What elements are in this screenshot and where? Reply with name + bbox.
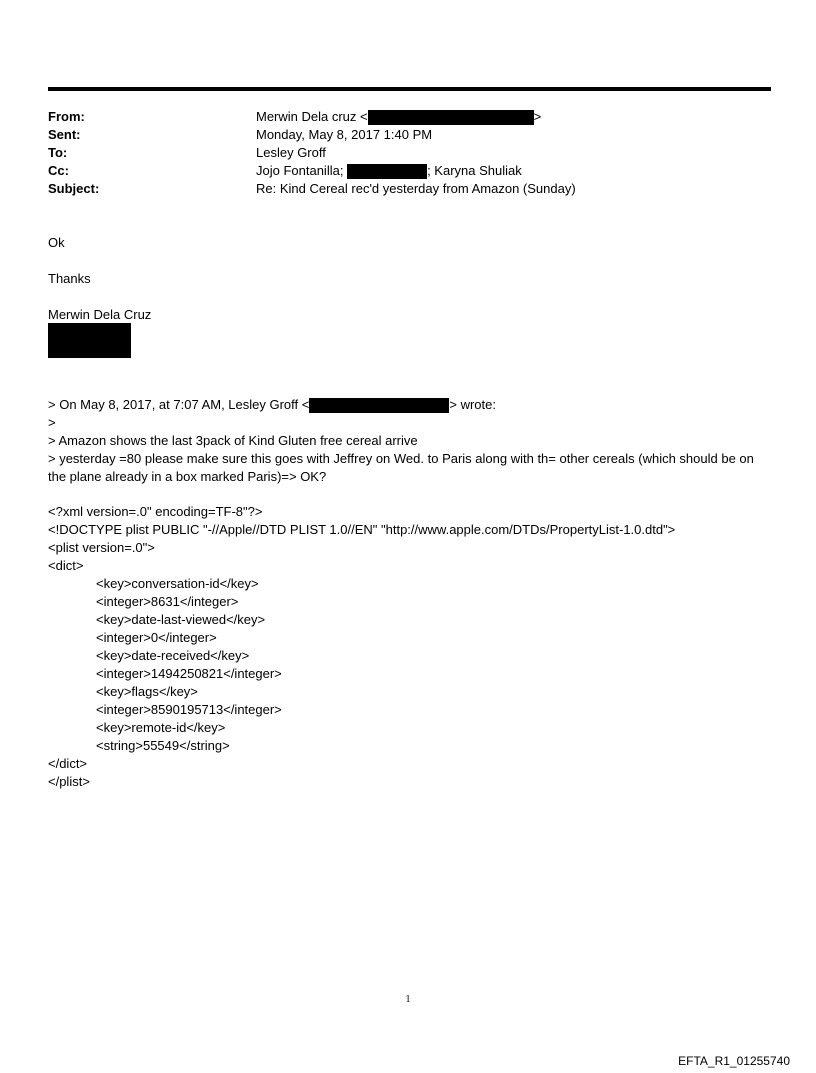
page-number: 1 bbox=[405, 994, 411, 1005]
plist-entry: <key>remote-id</key> bbox=[96, 720, 226, 735]
to-value: Lesley Groff bbox=[256, 145, 326, 160]
cc-last: ; Karyna Shuliak bbox=[427, 163, 522, 178]
header-rule bbox=[48, 87, 771, 91]
from-value bbox=[256, 108, 541, 126]
body-ok: Ok bbox=[48, 235, 65, 250]
body-thanks: Thanks bbox=[48, 271, 91, 286]
from-name: Merwin Dela cruz < bbox=[256, 109, 368, 124]
quote-intro-start: > On May 8, 2017, at 7:07 AM, Lesley Groff < bbox=[48, 397, 310, 412]
cc-value bbox=[256, 162, 522, 180]
plist-xml-decl: <?xml version=.0" encoding=TF-8"?> bbox=[48, 504, 263, 519]
plist-entry: <key>date-last-viewed</key> bbox=[96, 612, 266, 627]
quote-intro-end: > wrote: bbox=[449, 397, 496, 412]
from-label: From: bbox=[48, 109, 85, 124]
signature-redaction bbox=[48, 323, 131, 358]
signature-name: Merwin Dela Cruz bbox=[48, 307, 152, 322]
plist-doctype: <!DOCTYPE plist PUBLIC "-//Apple//DTD PLIST 1.0//EN" "http://www.apple.com/DTDs/PropertyList-1.0.dtd"> bbox=[48, 522, 676, 537]
dict-open: <dict> bbox=[48, 558, 84, 573]
sent-value: Monday, May 8, 2017 1:40 PM bbox=[256, 127, 433, 142]
plist-entry: <integer>8631</integer> bbox=[96, 594, 239, 609]
plist-entry: <key>conversation-id</key> bbox=[96, 576, 259, 591]
cc-label: Cc: bbox=[48, 163, 69, 178]
sent-label: Sent: bbox=[48, 127, 81, 142]
plist-entry: <integer>0</integer> bbox=[96, 630, 217, 645]
subject-value: Re: Kind Cereal rec'd yesterday from Amazon (Sunday) bbox=[256, 181, 576, 196]
quote-blank: > bbox=[48, 415, 56, 430]
plist-entry: <key>date-received</key> bbox=[96, 648, 250, 663]
redaction-box bbox=[309, 398, 449, 413]
plist-entry: <key>flags</key> bbox=[96, 684, 198, 699]
subject-label: Subject: bbox=[48, 181, 100, 196]
plist-open: <plist version=.0"> bbox=[48, 540, 155, 555]
plist-entry: <integer>1494250821</integer> bbox=[96, 666, 282, 681]
to-label: To: bbox=[48, 145, 68, 160]
plist-close: </plist> bbox=[48, 774, 90, 789]
document-id: EFTA_R1_01255740 bbox=[678, 1054, 790, 1068]
quote-line-1: > Amazon shows the last 3pack of Kind Gluten free cereal arrive bbox=[48, 433, 418, 448]
from-close: > bbox=[533, 109, 542, 124]
plist-entry: <integer>8590195713</integer> bbox=[96, 702, 282, 717]
redaction-box bbox=[347, 164, 427, 179]
cc-first: Jojo Fontanilla; bbox=[256, 163, 344, 178]
dict-close: </dict> bbox=[48, 756, 88, 771]
redaction-box bbox=[368, 110, 534, 125]
quote-intro bbox=[48, 396, 496, 414]
quote-line-2: > yesterday =80 please make sure this goes with Jeffrey on Wed. to Paris along with th= other cereals (which should be on the plane already in a box marked Paris)=> OK? bbox=[48, 451, 754, 484]
plist-entry: <string>55549</string> bbox=[96, 738, 230, 753]
